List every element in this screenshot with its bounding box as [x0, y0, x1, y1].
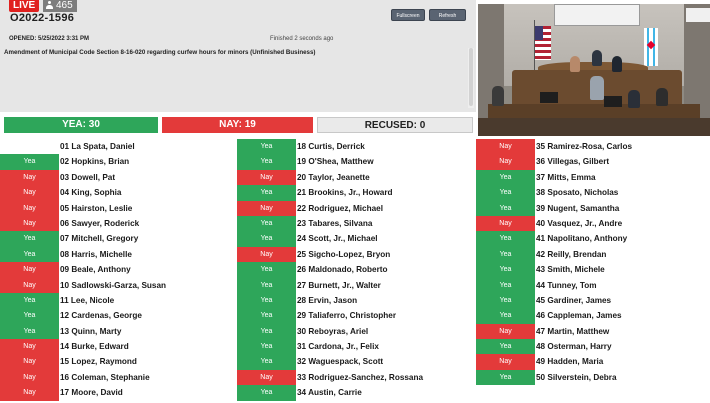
roll-call-row [476, 354, 710, 369]
roll-call-row [476, 201, 710, 216]
alderman-name: 08 Harris, Michelle [60, 249, 132, 259]
roll-call-row [237, 170, 474, 185]
vote-badge: Yea [476, 308, 535, 323]
chamber-floor [478, 118, 710, 136]
vote-badge: Nay [0, 185, 59, 200]
alderman-name: 49 Hadden, Maria [536, 357, 604, 367]
roll-call-row [0, 201, 237, 216]
alderman-name: 15 Lopez, Raymond [60, 357, 137, 367]
roll-call-row [0, 278, 237, 293]
roll-call-row [0, 139, 237, 154]
alderman-name: 30 Reboyras, Ariel [297, 326, 369, 336]
vote-badge: Nay [476, 324, 535, 339]
vote-badge: Yea [0, 308, 59, 323]
alderman-name: 34 Austin, Carrie [297, 388, 362, 398]
fullscreen-button[interactable]: Fullscreen [391, 9, 425, 21]
roll-call-row [476, 216, 710, 231]
vote-badge: Yea [237, 278, 296, 293]
vote-badge: Nay [0, 201, 59, 216]
ordinance-description: Amendment of Municipal Code Section 8-16-020 regarding curfew hours for minors (Unfinished Business) [4, 49, 316, 56]
alderman-name: 45 Gardiner, James [536, 295, 612, 305]
chamber-screen-right [686, 8, 710, 22]
vote-badge: Yea [476, 247, 535, 262]
alderman-name: 50 Silverstein, Debra [536, 372, 617, 382]
alderman-name: 12 Cardenas, George [60, 311, 142, 321]
roll-call-row [476, 324, 710, 339]
vote-badge: Yea [237, 293, 296, 308]
vote-badge: Yea [237, 216, 296, 231]
alderman-name: 35 Ramirez-Rosa, Carlos [536, 142, 633, 151]
roll-call-row [476, 293, 710, 308]
alderman-name: 40 Vasquez, Jr., Andre [536, 218, 623, 228]
vote-badge: Nay [0, 170, 59, 185]
vote-badge: Yea [0, 154, 59, 169]
vote-badge: Yea [476, 339, 535, 354]
vote-badge: Yea [476, 231, 535, 246]
vote-badge-empty [0, 139, 59, 154]
person-figure [656, 88, 668, 106]
vote-badge: Nay [476, 216, 535, 231]
vote-badge: Yea [476, 370, 535, 385]
alderman-name: 09 Beale, Anthony [60, 265, 131, 275]
roll-call-row [0, 154, 237, 169]
vote-badge: Yea [476, 293, 535, 308]
vote-badge: Yea [0, 231, 59, 246]
person-figure [570, 56, 580, 72]
viewer-count-badge [43, 0, 77, 12]
alderman-name: 19 O'Shea, Matthew [297, 157, 374, 167]
vote-badge: Yea [237, 385, 296, 400]
alderman-name: 44 Tunney, Tom [536, 280, 597, 290]
alderman-name: 10 Sadlowski-Garza, Susan [60, 280, 167, 290]
roll-call-row [0, 231, 237, 246]
alderman-name: 43 Smith, Michele [536, 265, 605, 275]
alderman-name: 20 Taylor, Jeanette [297, 172, 370, 182]
roll-call-column-2 [237, 139, 474, 401]
chicago-flag-icon [644, 28, 658, 66]
vote-badge: Nay [237, 247, 296, 262]
ordinance-header-panel [0, 0, 476, 112]
roll-call-row [0, 170, 237, 185]
alderman-name: 38 Sposato, Nicholas [536, 188, 619, 198]
vote-badge: Yea [476, 185, 535, 200]
roll-call-row [476, 185, 710, 200]
nay-tally: NAY: 19 [162, 117, 313, 133]
alderman-name: 37 Mitts, Emma [536, 172, 596, 182]
alderman-name: 24 Scott, Jr., Michael [297, 234, 378, 244]
alderman-name: 23 Tabares, Silvana [297, 218, 373, 228]
roll-call-row [237, 354, 474, 369]
us-flag-icon [535, 26, 551, 60]
vote-badge: Nay [0, 370, 59, 385]
alderman-name: 39 Nugent, Samantha [536, 203, 620, 213]
vote-badge: Nay [237, 370, 296, 385]
alderman-name: 33 Rodriguez-Sanchez, Rossana [297, 372, 424, 382]
roll-call-row [0, 308, 237, 323]
alderman-name: 01 La Spata, Daniel [60, 142, 135, 151]
roll-call-row [0, 370, 237, 385]
alderman-name: 03 Dowell, Pat [60, 172, 116, 182]
alderman-name: 11 Lee, Nicole [60, 295, 115, 305]
vote-badge: Yea [476, 201, 535, 216]
roll-call-row [476, 370, 710, 385]
alderman-name: 22 Rodriguez, Michael [297, 203, 383, 213]
vote-badge: Nay [237, 201, 296, 216]
vote-badge: Yea [237, 339, 296, 354]
alderman-name: 07 Mitchell, Gregory [60, 234, 139, 244]
alderman-name: 27 Burnett, Jr., Walter [297, 280, 381, 290]
viewer-count: 465 [56, 0, 73, 11]
vote-badge: Nay [476, 354, 535, 369]
description-scrollbar[interactable] [468, 48, 474, 108]
roll-call-row [237, 154, 474, 169]
vote-badge: Nay [0, 339, 59, 354]
person-figure [590, 76, 604, 100]
roll-call-row [0, 262, 237, 277]
chamber-screen [554, 4, 640, 26]
roll-call-row [237, 201, 474, 216]
roll-call-row [476, 139, 710, 154]
vote-badge: Yea [476, 170, 535, 185]
yea-tally: YEA: 30 [4, 117, 158, 133]
roll-call-row [0, 354, 237, 369]
alderman-name: 25 Sigcho-Lopez, Bryon [297, 249, 391, 259]
recused-tally: RECUSED: 0 [317, 117, 473, 133]
alderman-name: 46 Cappleman, James [536, 311, 622, 321]
alderman-name: 16 Coleman, Stephanie [60, 372, 150, 382]
alderman-name: 47 Martin, Matthew [536, 326, 610, 336]
roll-call-row [237, 293, 474, 308]
roll-call-row [237, 385, 474, 400]
vote-badge: Yea [237, 354, 296, 369]
roll-call-row [476, 308, 710, 323]
roll-call-row [237, 324, 474, 339]
person-figure [612, 56, 622, 72]
roll-call-row [237, 262, 474, 277]
alderman-name: 06 Sawyer, Roderick [60, 218, 140, 228]
vote-badge: Nay [0, 385, 59, 400]
vote-badge: Yea [237, 231, 296, 246]
roll-call-row [237, 370, 474, 385]
roll-call-row [237, 216, 474, 231]
roll-call-row [237, 278, 474, 293]
vote-badge: Nay [237, 170, 296, 185]
person-icon [46, 1, 53, 9]
refresh-button[interactable]: Refresh [429, 9, 466, 21]
alderman-name: 02 Hopkins, Brian [60, 157, 130, 167]
roll-call-row [476, 339, 710, 354]
roll-call-row [476, 262, 710, 277]
roll-call-row [0, 216, 237, 231]
roll-call-row [476, 278, 710, 293]
monitor [604, 96, 622, 107]
person-figure [592, 50, 602, 66]
roll-call-row [0, 293, 237, 308]
vote-badge: Yea [476, 262, 535, 277]
roll-call-row [476, 170, 710, 185]
roll-call-row [0, 385, 237, 400]
alderman-name: 28 Ervin, Jason [297, 295, 358, 305]
vote-badge: Yea [237, 308, 296, 323]
roll-call-row [476, 154, 710, 169]
person-figure [628, 90, 640, 108]
roll-call-row [237, 339, 474, 354]
alderman-name: 04 King, Sophia [60, 188, 122, 198]
vote-badge: Yea [237, 324, 296, 339]
vote-badge: Yea [237, 154, 296, 169]
person-figure [492, 86, 504, 106]
vote-badge: Yea [237, 139, 296, 154]
vote-badge: Nay [0, 216, 59, 231]
roll-call-row [0, 324, 237, 339]
vote-badge: Yea [237, 262, 296, 277]
ordinance-number: O2022-1596 [10, 12, 75, 24]
roll-call-row [0, 339, 237, 354]
alderman-name: 32 Waguespack, Scott [297, 357, 384, 367]
vote-badge: Yea [0, 324, 59, 339]
vote-badge: Nay [0, 278, 59, 293]
alderman-name: 21 Brookins, Jr., Howard [297, 188, 393, 198]
vote-badge: Yea [0, 293, 59, 308]
vote-badge: Nay [0, 262, 59, 277]
roll-call-row [237, 185, 474, 200]
live-badge: LIVE [9, 0, 39, 12]
alderman-name: 48 Osterman, Harry [536, 342, 612, 352]
vote-badge: Yea [0, 247, 59, 262]
alderman-name: 31 Cardona, Jr., Felix [297, 342, 379, 352]
roll-call-row [476, 231, 710, 246]
vote-badge: Nay [476, 154, 535, 169]
roll-call-row [0, 247, 237, 262]
alderman-name: 18 Curtis, Derrick [297, 142, 365, 151]
alderman-name: 41 Napolitano, Anthony [536, 234, 628, 244]
vote-badge: Nay [0, 354, 59, 369]
alderman-name: 13 Quinn, Marty [60, 326, 122, 336]
opened-timestamp: OPENED: 5/25/2022 3:31 PM [9, 36, 90, 42]
roll-call-column-1 [0, 139, 237, 401]
scrollbar-thumb[interactable] [469, 48, 473, 106]
alderman-name: 05 Hairston, Leslie [60, 203, 133, 213]
roll-call-row [476, 247, 710, 262]
alderman-name: 17 Moore, David [60, 388, 123, 398]
roll-call-row [0, 185, 237, 200]
vote-badge: Yea [237, 185, 296, 200]
alderman-name: 26 Maldonado, Roberto [297, 265, 388, 275]
roll-call-column-3 [476, 139, 710, 385]
monitor [540, 92, 558, 103]
alderman-name: 36 Villegas, Gilbert [536, 157, 610, 167]
vote-badge: Nay [476, 139, 535, 154]
alderman-name: 42 Reilly, Brendan [536, 249, 607, 259]
roll-call-row [237, 308, 474, 323]
vote-badge: Yea [476, 278, 535, 293]
finished-status: Finished 2 seconds ago [270, 36, 334, 42]
roll-call-row [237, 247, 474, 262]
alderman-name: 14 Burke, Edward [60, 342, 129, 352]
roll-call-row [237, 139, 474, 154]
council-chamber-video[interactable] [478, 4, 710, 136]
alderman-name: 29 Taliaferro, Christopher [297, 311, 397, 321]
roll-call-row [237, 231, 474, 246]
